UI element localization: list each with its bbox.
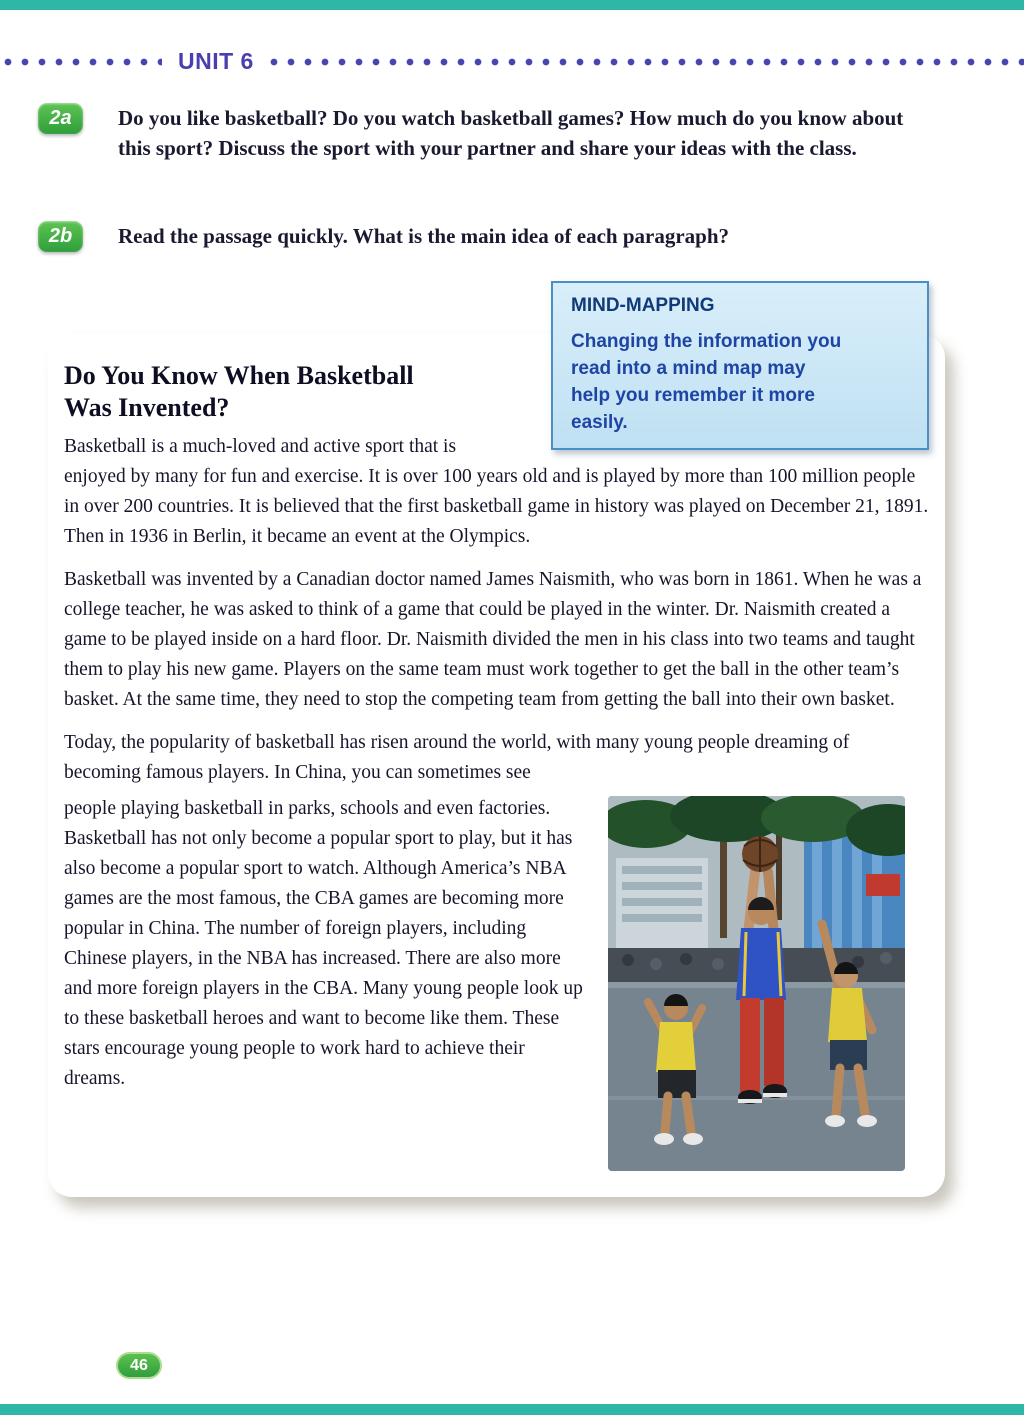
bottom-accent-bar — [0, 1404, 1024, 1415]
activity-2b — [0, 221, 1024, 252]
mind-mapping-tip-box — [551, 281, 929, 450]
top-accent-bar — [0, 0, 1024, 10]
street-basketball-photo — [608, 796, 905, 1171]
mind-mapping-text-line: help you remember it more — [571, 385, 815, 406]
passage-paragraph-1: Basketball is a much-loved and active sport that is enjoyed by many for fun and exercise. It is over 100 years old and is played by more than 100 million people in over 200 countries. It is believed that the first basketball game in history was played on December 21, 1891. Then in 1936 in Berlin, it became an event at the Olympics. — [64, 436, 929, 547]
dotted-divider-right — [270, 58, 1024, 66]
passage-paragraph-2: Basketball was invented by a Canadian doctor named James Naismith, who was born in 1861. When he was a college teacher, he was asked to think of a game that could be played in the winter. Dr. Naismith created a game to be played inside on a hard floor. Dr. Naismith divided the men in his class into two teams and taught them to play his new game. Players on the same team must work together to get the ball in the other team’s basket. At the same time, they need to stop the competing team from getting the ball into their own basket. — [64, 569, 922, 710]
activity-badge-2b: 2b — [38, 221, 83, 252]
mind-mapping-text-line: Changing the information you — [571, 331, 842, 352]
passage-paragraph-3-start: Today, the popularity of basketball has risen around the world, with many young people dreaming of becoming famous players. In China, you can sometimes see — [64, 732, 850, 783]
unit-title: UNIT 6 — [178, 48, 254, 74]
passage-title-line1: Do You Know When Basketball — [64, 361, 414, 390]
basketball-game-illustration — [608, 796, 905, 1171]
passage-paragraph-3-wrapped: people playing basketball in parks, schools and even factories. Basketball has not only become a popular sport to play, but it has also become a popular sport to watch. Although America’s NBA games are the most famous, the CBA games are becoming more popular in China. The number of foreign players, including Chinese players, in the NBA has increased. There are also more and more foreign players in the CBA. Many young people look up to these basketball heroes and want to become like them. These stars encourage young people to work hard to achieve their dreams. — [64, 798, 583, 1089]
page-number-badge: 46 — [116, 1352, 162, 1379]
mind-mapping-text-line: read into a mind map may — [571, 358, 806, 379]
mind-mapping-text-line: easily. — [571, 412, 628, 433]
activity-badge-2a: 2a — [38, 103, 83, 134]
unit-header — [0, 48, 1024, 75]
mind-mapping-title: MIND-MAPPING — [571, 295, 715, 316]
activity-instruction-2a: Do you like basketball? Do you watch basketball games? How much do you know about this sport? Discuss the sport with your partner and share your ideas with the class. — [118, 106, 904, 160]
passage-title-line2: Was Invented? — [64, 393, 230, 422]
reading-passage-panel — [48, 295, 945, 1197]
activity-instruction-2b: Read the passage quickly. What is the main idea of each paragraph? — [118, 224, 729, 248]
activity-2a — [0, 103, 1024, 163]
dotted-divider-left — [4, 58, 162, 66]
